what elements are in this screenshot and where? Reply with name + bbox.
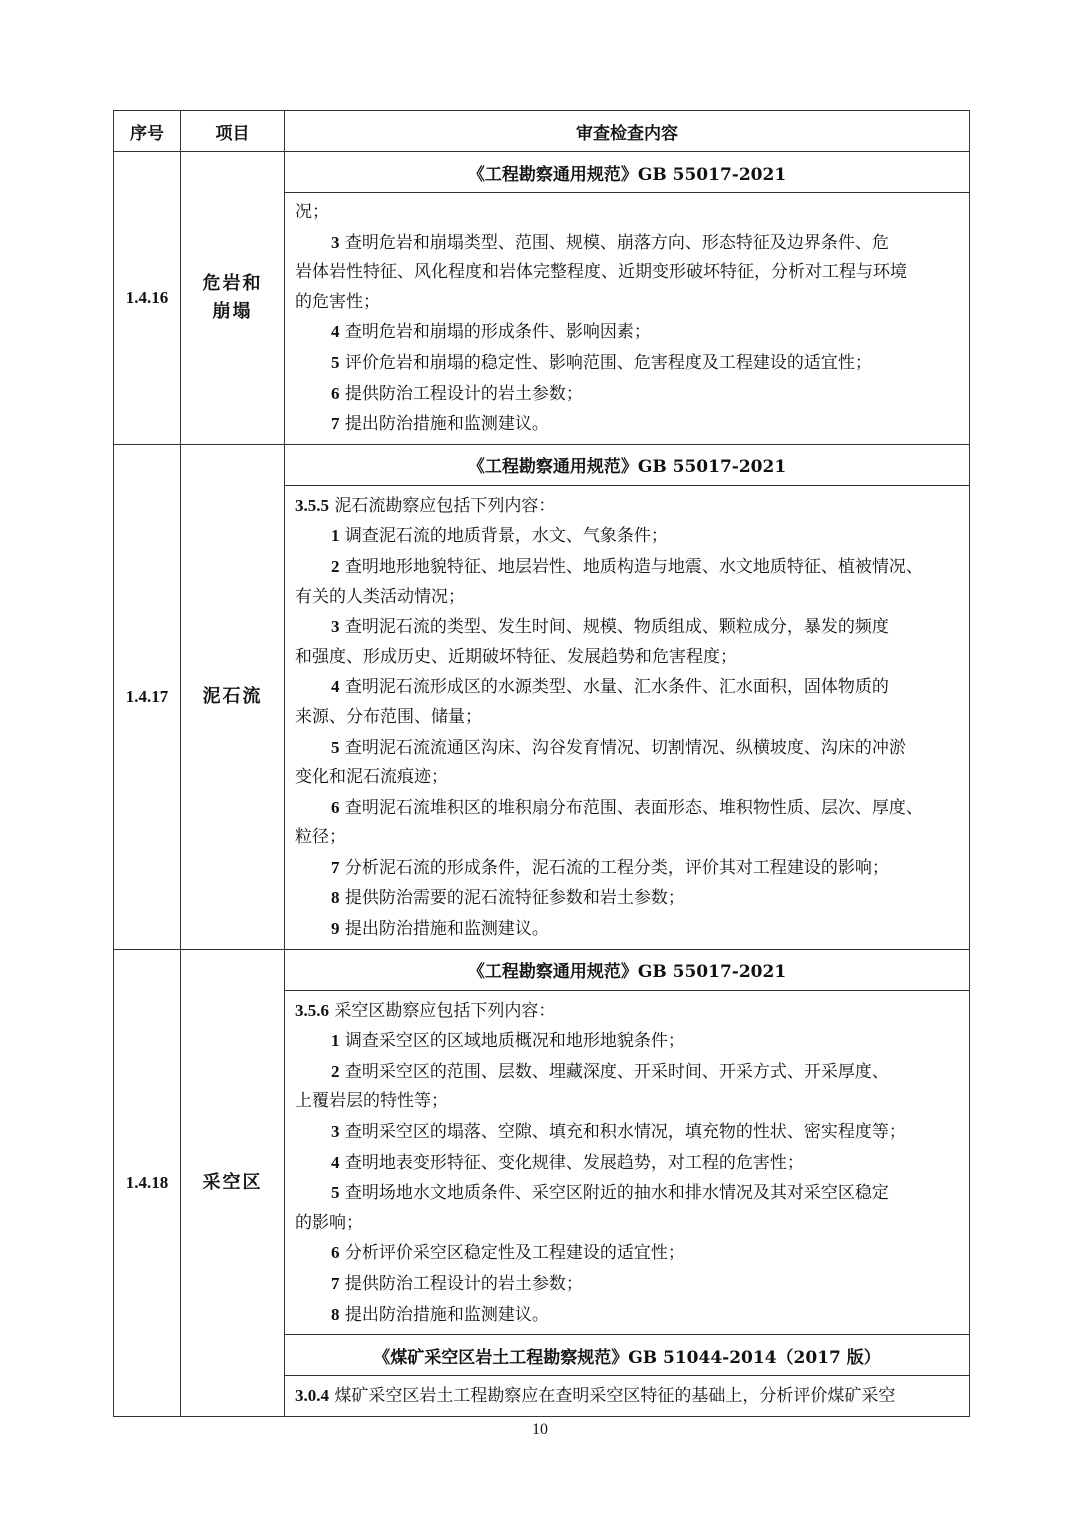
content-line [295, 793, 959, 824]
clause-text: 况； [295, 202, 329, 222]
content-line [295, 1087, 959, 1117]
content-line [295, 1238, 959, 1269]
content-line [295, 1269, 959, 1300]
content-line [295, 1057, 959, 1088]
clause-text: 查明泥石流流通区沟床、沟谷发育情况、切割情况、纵横坡度、沟床的冲淤 [339, 737, 906, 758]
content-line [295, 643, 959, 673]
clause-text: 调查泥石流的地质背景，水文、气象条件； [339, 526, 668, 547]
clause-text: 查明危岩和崩塌类型、范围、规模、崩落方向、形态特征及边界条件、危 [339, 232, 889, 253]
standard-row [114, 949, 970, 990]
content-line [295, 348, 959, 379]
content-cell [285, 485, 970, 949]
clause-number: 3 [331, 617, 340, 637]
row-item-line: 崩塌 [212, 300, 253, 322]
content-line [295, 1117, 959, 1148]
clause-number: 3 [331, 1122, 340, 1142]
clause-number: 6 [331, 797, 340, 817]
clause-text: 泥石流勘察应包括下列内容： [329, 495, 556, 516]
row-number: 1.4.17 [114, 444, 181, 949]
row-number: 1.4.16 [114, 152, 181, 445]
page-number: 10 [532, 1421, 548, 1438]
row-item [181, 152, 285, 445]
clause-text: 提供防治需要的泥石流特征参数和岩土参数； [339, 888, 685, 909]
clause-number: 5 [331, 1183, 340, 1203]
clause-text: 查明采空区的范围、层数、埋藏深度、开采时间、开采方式、开采厚度、 [339, 1061, 889, 1082]
clause-number: 8 [331, 1304, 340, 1324]
standard-title: 《煤矿采空区岩土工程勘察规范》GB 51044-2014（2017 版） [285, 1335, 970, 1376]
clause-text: 的影响； [295, 1212, 363, 1233]
clause-number: 6 [331, 1243, 340, 1263]
clause-text: 查明危岩和崩塌的形成条件、影响因素； [339, 322, 651, 343]
clause-text: 上覆岩层的特性等； [295, 1091, 448, 1112]
clause-text: 查明采空区的塌落、空隙、填充和积水情况，填充物的性状、密实程度等； [339, 1122, 906, 1143]
clause-text: 来源、分布范围、储量； [295, 706, 482, 727]
standard-title: 《工程勘察通用规范》GB 55017-2021 [285, 949, 970, 990]
standard-row [114, 444, 970, 485]
clause-number: 7 [331, 857, 340, 877]
clause-number: 8 [331, 888, 340, 908]
content-line [295, 1381, 959, 1412]
header-no: 序号 [114, 111, 181, 152]
clause-number: 4 [331, 322, 340, 342]
clause-text: 查明泥石流形成区的水源类型、水量、汇水条件、汇水面积，固体物质的 [339, 677, 889, 698]
clause-text: 调查采空区的区域地质概况和地形地貌条件； [339, 1031, 685, 1052]
content-line [295, 1178, 959, 1209]
clause-number: 4 [331, 1152, 340, 1172]
content-line [295, 853, 959, 884]
content-line [295, 288, 959, 318]
clause-text: 分析评价采空区稳定性及工程建设的适宜性； [339, 1243, 685, 1264]
clause-number: 3.5.6 [295, 1000, 329, 1020]
content-line [295, 672, 959, 703]
clause-number: 6 [331, 383, 340, 403]
review-table [113, 110, 970, 1417]
content-line [295, 491, 959, 522]
row-item [181, 444, 285, 949]
clause-number: 1 [331, 526, 340, 546]
clause-text: 变化和泥石流痕迹； [295, 767, 448, 788]
clause-text: 岩体岩性特征、风化程度和岩体完整程度、近期变形破坏特征，分析对工程与环境 [295, 262, 907, 283]
content-line [295, 1026, 959, 1057]
clause-text: 提供防治工程设计的岩土参数； [339, 1274, 583, 1294]
content-line [295, 552, 959, 583]
content-line [295, 763, 959, 793]
content-line [295, 703, 959, 733]
standard-title: 《工程勘察通用规范》GB 55017-2021 [285, 444, 970, 485]
clause-number: 2 [331, 556, 340, 576]
standard-title: 《工程勘察通用规范》GB 55017-2021 [285, 152, 970, 193]
clause-text: 查明场地水文地质条件、采空区附近的抽水和排水情况及其对采空区稳定 [339, 1183, 889, 1204]
content-cell [285, 193, 970, 445]
content-line [295, 379, 959, 410]
clause-text: 和强度、形成历史、近期破坏特征、发展趋势和危害程度； [295, 646, 737, 667]
content-cell [285, 990, 970, 1335]
clause-text: 提供防治工程设计的岩土参数； [339, 383, 583, 404]
content-line [295, 914, 959, 945]
clause-text: 采空区勘察应包括下列内容： [329, 1000, 556, 1021]
content-line [295, 1300, 959, 1331]
content-line [295, 409, 959, 440]
content-line [295, 612, 959, 643]
clause-number: 5 [331, 737, 340, 757]
clause-number: 3 [331, 232, 340, 252]
row-item-line: 泥石流 [202, 685, 263, 707]
content-cell [285, 1376, 970, 1417]
clause-text: 查明地表变形特征、变化规律、发展趋势，对工程的危害性； [339, 1152, 804, 1173]
content-line [295, 317, 959, 348]
table-header-row [114, 111, 970, 152]
clause-number: 9 [331, 919, 340, 939]
content-line [295, 733, 959, 764]
clause-text: 提出防治措施和监测建议。 [339, 919, 549, 940]
row-item-line: 危岩和 [202, 272, 263, 294]
clause-number: 4 [331, 677, 340, 697]
clause-text: 的危害性； [295, 291, 380, 312]
clause-number: 7 [331, 414, 340, 434]
clause-number: 3.0.4 [295, 1386, 329, 1406]
clause-number: 7 [331, 1274, 340, 1293]
clause-text: 评价危岩和崩塌的稳定性、影响范围、危害程度及工程建设的适宜性； [339, 352, 872, 373]
review-table-body [114, 111, 970, 1417]
clause-number: 2 [331, 1061, 340, 1081]
header-item: 项目 [181, 111, 285, 152]
clause-text: 粒径； [295, 827, 346, 848]
row-item-line: 采空区 [202, 1171, 263, 1193]
content-line [295, 823, 959, 853]
content-line [295, 258, 959, 288]
clause-text: 查明泥石流堆积区的堆积扇分布范围、表面形态、堆积物性质、层次、厚度、 [339, 797, 923, 818]
clause-number: 1 [331, 1031, 340, 1051]
content-line [295, 198, 959, 228]
header-content: 审查检查内容 [285, 111, 970, 152]
row-number: 1.4.18 [114, 949, 181, 1416]
clause-text: 提出防治措施和监测建议。 [339, 1304, 549, 1325]
content-line [295, 1148, 959, 1179]
clause-text: 提出防治措施和监测建议。 [339, 414, 549, 435]
clause-number: 5 [331, 352, 340, 372]
content-line [295, 883, 959, 914]
content-line [295, 521, 959, 552]
standard-row [114, 152, 970, 193]
content-line [295, 1209, 959, 1239]
clause-text: 分析泥石流的形成条件，泥石流的工程分类，评价其对工程建设的影响； [339, 857, 889, 878]
content-line [295, 228, 959, 259]
clause-text: 煤矿采空区岩土工程勘察应在查明采空区特征的基础上，分析评价煤矿采空 [329, 1386, 896, 1407]
clause-text: 查明泥石流的类型、发生时间、规模、物质组成、颗粒成分，暴发的频度 [339, 617, 889, 638]
row-item [181, 949, 285, 1416]
clause-text: 查明地形地貌特征、地层岩性、地质构造与地震、水文地质特征、植被情况、 [339, 556, 923, 577]
clause-number: 3.5.5 [295, 495, 329, 515]
content-line [295, 996, 959, 1027]
content-line [295, 583, 959, 613]
clause-text: 有关的人类活动情况； [295, 586, 465, 607]
